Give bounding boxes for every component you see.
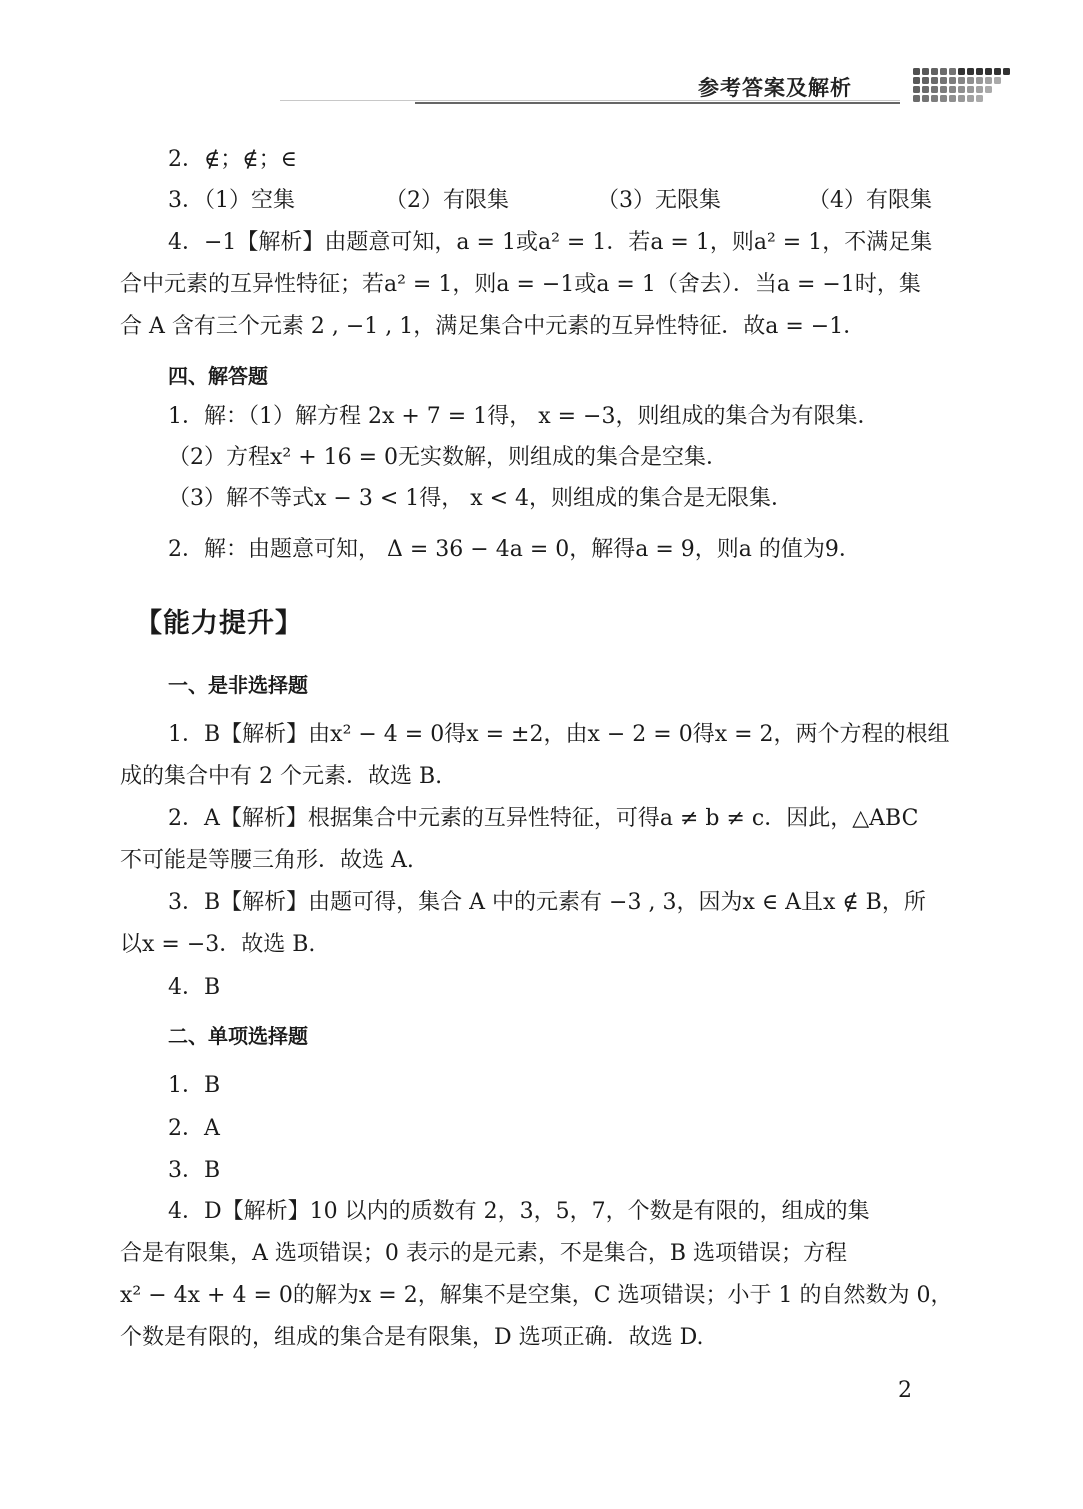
text-line: 3．B【解析】由题可得，集合 A 中的元素有 −3 , 3，因为x ∈ A且x ∉ B，所 <box>168 890 926 915</box>
dot <box>958 68 965 75</box>
text-line: 1．解：（1）解方程 2x + 7 = 1得， x = −3，则组成的集合为有限集． <box>168 404 880 429</box>
text-line: 1．B <box>168 1073 221 1098</box>
dot <box>994 77 1001 84</box>
dot <box>985 86 992 93</box>
dot <box>949 68 956 75</box>
dot <box>922 68 929 75</box>
dot <box>913 77 920 84</box>
text-line: 2．解：由题意可知， Δ = 36 − 4a = 0，解得a = 9，则a 的值为9． <box>168 537 861 562</box>
text-line: 合 A 含有三个元素 2 , −1 , 1，满足集合中元素的互异性特征．故a = −1． <box>120 314 866 339</box>
text-line: 1．B【解析】由x² − 4 = 0得x = ±2，由x − 2 = 0得x = 2，两个方程的根组 <box>168 722 950 747</box>
dot <box>994 68 1001 75</box>
section-heading: 二、单项选择题 <box>168 1024 308 1048</box>
dot <box>922 77 929 84</box>
dot <box>949 95 956 102</box>
dot <box>967 86 974 93</box>
section-heading: 四、解答题 <box>168 364 268 388</box>
text-line: 3．（1）空集 <box>168 188 295 213</box>
text-line: 以x = −3．故选 B. <box>120 932 316 957</box>
section-heading: 一、是非选择题 <box>168 673 308 697</box>
text-line: （3）无限集 <box>597 188 721 213</box>
dot <box>931 86 938 93</box>
chapter-heading: 【能力提升】 <box>135 608 303 639</box>
text-line: x² − 4x + 4 = 0的解为x = 2，解集不是空集，C 选项错误；小于 1 的自然数为 0， <box>120 1283 953 1308</box>
dot <box>958 77 965 84</box>
dot <box>931 77 938 84</box>
dot <box>958 86 965 93</box>
page-number: 2 <box>898 1378 912 1403</box>
text-line: 2．A【解析】根据集合中元素的互异性特征，可得a ≠ b ≠ c．因此，△ABC <box>168 806 919 831</box>
header-title: 参考答案及解析 <box>698 76 852 100</box>
dot <box>913 68 920 75</box>
dot <box>976 86 983 93</box>
dot <box>940 95 947 102</box>
dot <box>985 77 992 84</box>
dot <box>976 68 983 75</box>
text-line: 4．−1【解析】由题意可知，a = 1或a² = 1．若a = 1，则a² = 1，不满足集 <box>168 230 933 255</box>
text-line: 2．∉；∉；∈ <box>168 147 297 172</box>
text-line: 2．A <box>168 1116 220 1141</box>
dot <box>940 86 947 93</box>
dot <box>958 95 965 102</box>
dot <box>940 77 947 84</box>
text-line: （4）有限集 <box>808 188 932 213</box>
text-line: 4．D【解析】10 以内的质数有 2，3，5，7，个数是有限的，组成的集 <box>168 1199 870 1224</box>
text-line: 个数是有限的，组成的集合是有限集，D 选项正确．故选 D. <box>120 1325 704 1350</box>
dot <box>976 95 983 102</box>
text-line: 合中元素的互异性特征；若a² = 1，则a = −1或a = 1（舍去）．当a = −1时，集 <box>120 272 921 297</box>
dot <box>931 95 938 102</box>
dot <box>913 86 920 93</box>
dot <box>922 86 929 93</box>
text-line: 成的集合中有 2 个元素．故选 B. <box>120 764 443 789</box>
dot <box>913 95 920 102</box>
dot <box>922 95 929 102</box>
text-line: 3．B <box>168 1158 221 1183</box>
dot <box>967 95 974 102</box>
dot <box>931 68 938 75</box>
text-line: 不可能是等腰三角形．故选 A. <box>120 848 414 873</box>
dot <box>940 68 947 75</box>
dot <box>985 68 992 75</box>
dot <box>976 77 983 84</box>
text-line: （2）有限集 <box>385 188 509 213</box>
dot <box>1003 68 1010 75</box>
dot <box>967 68 974 75</box>
dot <box>949 77 956 84</box>
text-line: （3）解不等式x − 3 < 1得， x < 4，则组成的集合是无限集． <box>168 486 794 511</box>
text-line: （2）方程x² + 16 = 0无实数解，则组成的集合是空集． <box>168 445 729 470</box>
dot <box>949 86 956 93</box>
text-line: 合是有限集，A 选项错误；0 表示的是元素，不是集合，B 选项错误；方程 <box>120 1241 848 1266</box>
header-rule <box>280 100 900 101</box>
dot <box>967 77 974 84</box>
text-line: 4．B <box>168 975 221 1000</box>
header-rule-dark <box>415 102 900 104</box>
